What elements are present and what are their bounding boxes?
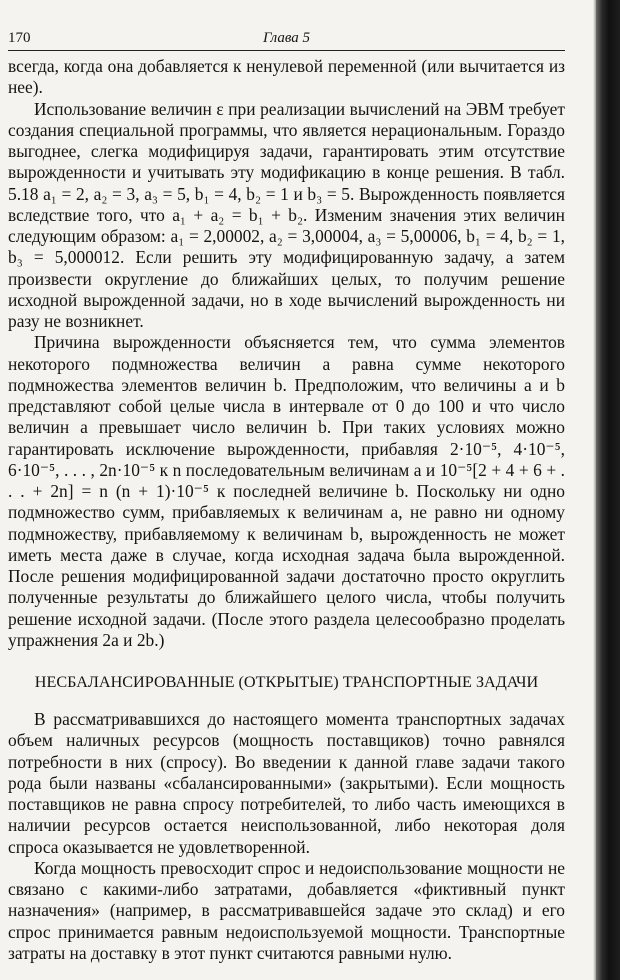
page-number: 170 [8, 30, 31, 46]
paragraph-balanced-problems: В рассматривавшихся до настоящего момента транспортных задачах объем наличных ресурсов (мощность поставщиков) точно равнялся потребности в них (спросу). Во введении к данной главе задачи такого рода были названы «сбалансированными» (закрытыми). Если мощность поставщиков не равна спросу потребителей, то либо часть имеющихся в наличии ресурсов остается неиспользованной, либо некоторая доля спроса оказывается не удовлетворенной. [8, 709, 565, 857]
paragraph-degeneracy-cause: Причина вырожденности объясняется тем, что сумма элементов некоторого подмножества величин a равна сумме некоторого подмножества элементов величин b. Предположим, что величины a и b представляют собой целые числа в интервале от 0 до 100 и что число величин a превышает число величин b. При таких условиях можно гарантировать исключение вырожденности, прибавляя 2·10⁻⁵, 4·10⁻⁵, 6·10⁻⁵, . . . , 2n·10⁻⁵ к n последовательным величинам a и 10⁻⁵[2 + 4 + 6 + . . . + 2n] = n (n + 1)·10⁻⁵ к последней величине b. Поскольку ни одно подмножество сумм, прибавляемых к величинам a, не равно ни одному подмножеству, прибавляемому к величинам b, вырожденность не может иметь места даже в случае, когда исходная задача была вырожденной. После решения модифицированной задачи достаточно просто округлить полученные результаты до ближайшего целого числа, чтобы получить решение исходной задачи. (После этого раздела целесообразно проделать упражнения 2a и 2b.) [8, 332, 565, 650]
page-header [8, 26, 565, 51]
body-text [8, 56, 565, 964]
paragraph-dummy-destination: Когда мощность превосходит спрос и недоиспользование мощности не связано с какими-либо затратами, добавляется «фиктивный пункт назначения» (например, в рассматривавшейся задаче это склад) и его спрос принимается равным недоиспользуемой мощности. Транспортные затраты на доставку в этот пункт считаются равными нулю. [8, 857, 565, 963]
paragraph-continuation: всегда, когда она добавляется к ненулевой переменной (или вычитается из нее). [8, 56, 565, 98]
section-heading: НЕСБАЛАНСИРОВАННЫЕ (ОТКРЫТЫЕ) ТРАНСПОРТНЫЕ ЗАДАЧИ [34, 673, 539, 691]
paragraph-epsilon-usage: Использование величин ε при реализации вычислений на ЭВМ требует создания специальной программы, что является нерациональным. Гораздо выгоднее, слегка модифицируя задачи, гарантировать этим отсутствие вырожденности и учитывать эту модификацию в конце решения. В табл. 5.18 a₁ = 2, a₂ = 3, a₃ = 5, b₁ = 4, b₂ = 1 и b₃ = 5. Вырожденность появляется вследствие того, что a₁ + a₂ = b₁ + b₂. Изменим значения этих величин следующим образом: a₁ = 2,00002, a₂ = 3,00004, a₃ = 5,00006, b₁ = 4, b₂ = 1, b₃ = 5,000012. Если решить эту модифицированную задачу, а затем произвести округление до ближайших целых, то получим решение исходной вырожденной задачи, но в ходе вычислений вырожденность ни разу не возникнет. [8, 98, 565, 331]
running-title: Глава 5 [262, 30, 311, 46]
book-spine-shadow [596, 0, 620, 980]
